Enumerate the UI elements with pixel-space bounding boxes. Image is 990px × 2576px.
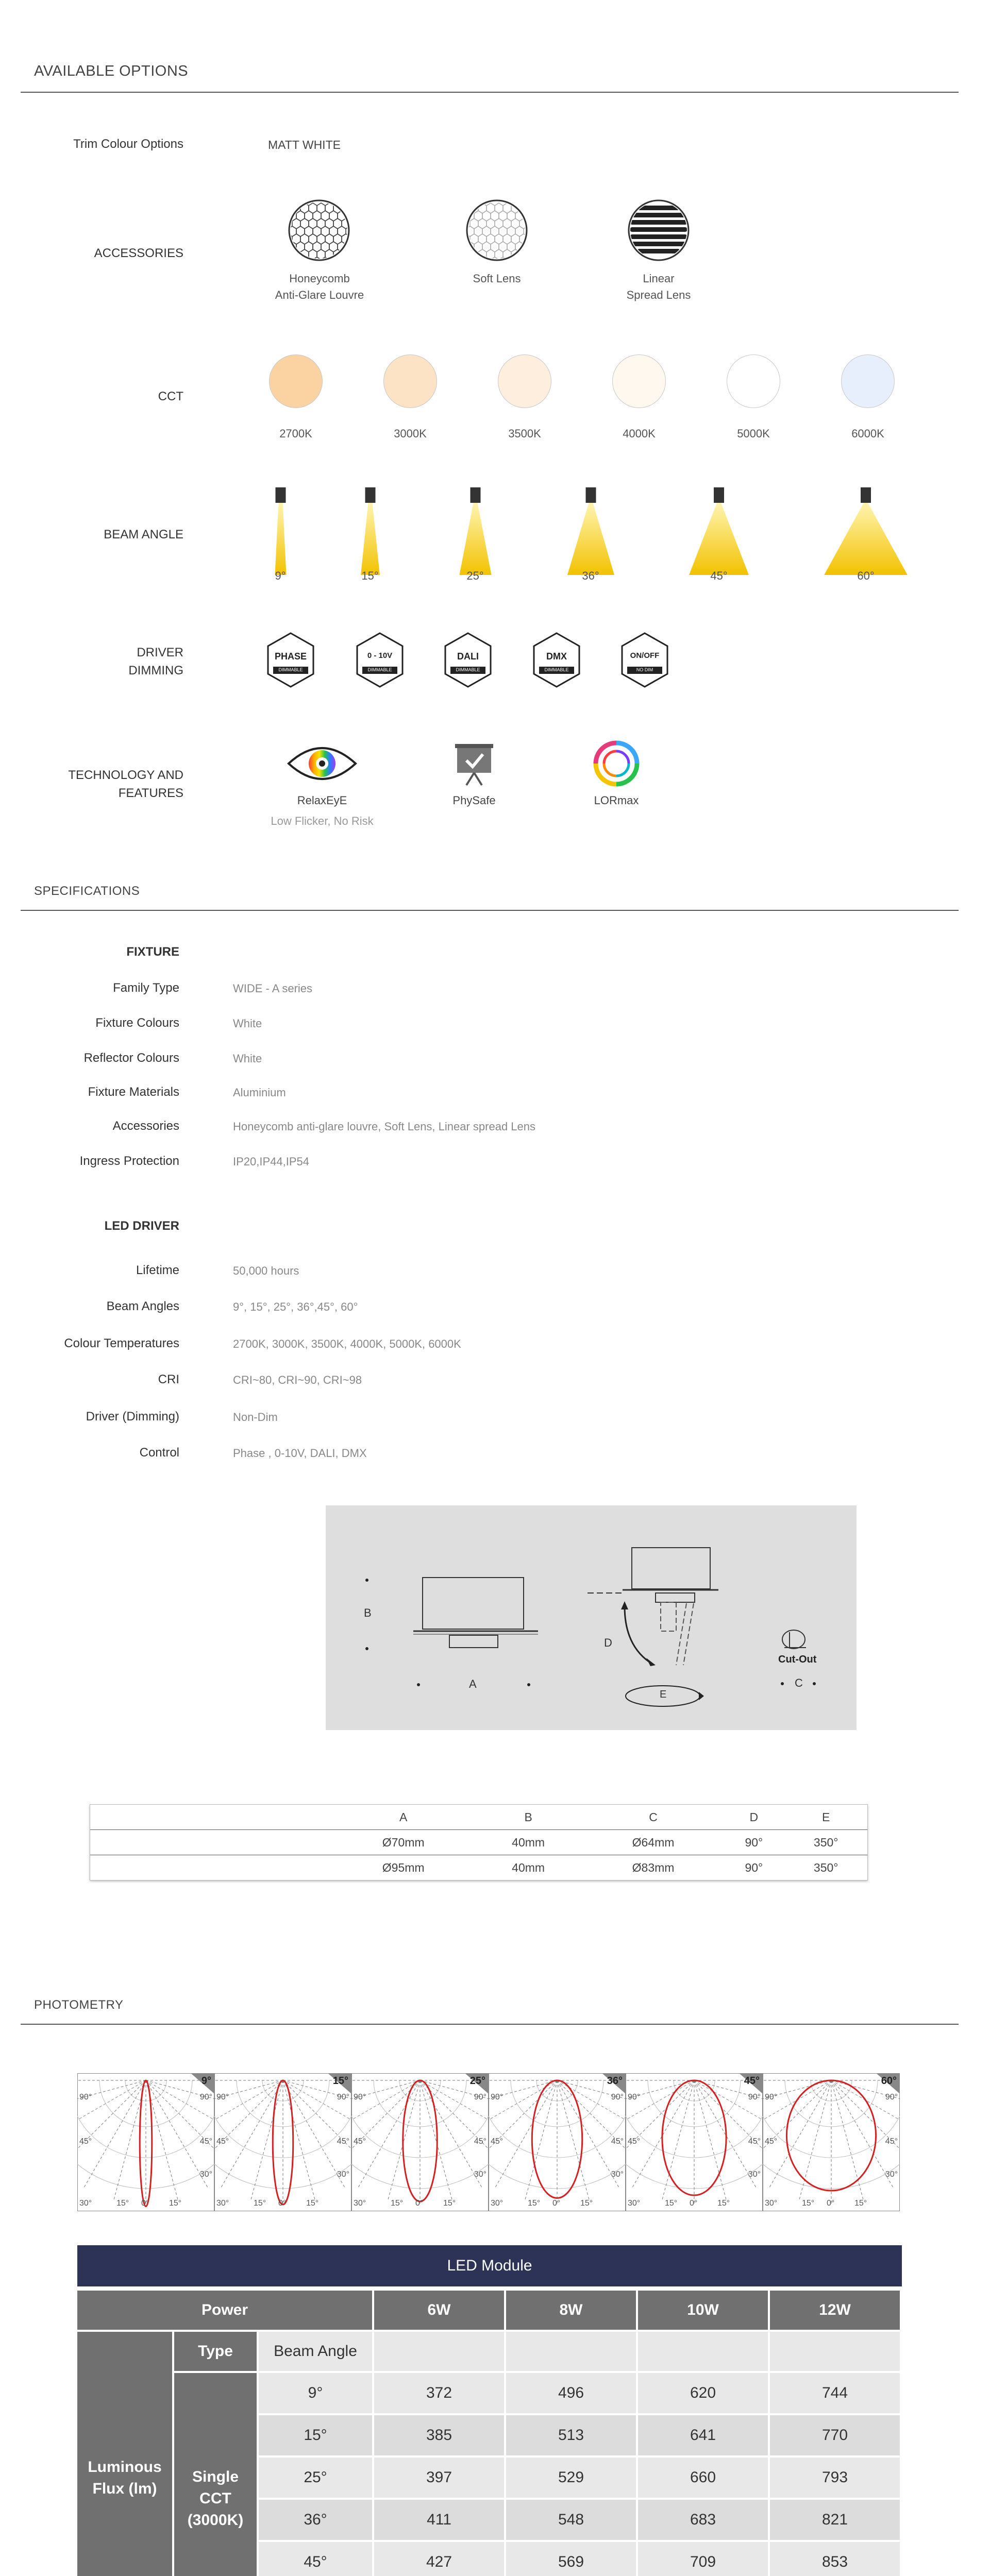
spec-label-3: Colour Temperatures [64, 1336, 179, 1350]
dims-cell: Ø64mm [583, 1830, 723, 1855]
empty-header-cell [374, 2332, 504, 2371]
polar-beam-label-3: 25° [469, 2075, 485, 2087]
driver-name-1: PHASE [274, 651, 307, 662]
lormax-name: LORmax [594, 794, 639, 807]
polar-label-15-left: 15° [802, 2199, 815, 2208]
luminous-line-2: Flux (lm) [92, 2480, 157, 2497]
beam-angle-icon-1 [273, 487, 289, 575]
polar-label-30-right: 30° [199, 2170, 212, 2179]
dims-cell: 350° [784, 1855, 867, 1880]
led-row-beam: 25° [259, 2458, 372, 2498]
single-cct-label [174, 2373, 257, 2576]
polar-label-90-left: 90° [491, 2093, 504, 2102]
beam-label-5: 45° [710, 569, 728, 582]
accessory-label-soft-lens: Soft Lens [473, 272, 521, 285]
cct-label-5000k: 5000K [737, 427, 770, 440]
dim-label-e: E [660, 1689, 667, 1700]
spec-label-3: Reflector Colours [83, 1051, 179, 1065]
polar-label-30-left: 30° [79, 2199, 92, 2208]
spec-value-2: White [233, 1017, 262, 1030]
led-driver-heading: LED DRIVER [104, 1219, 179, 1233]
polar-beam-label-2: 15° [332, 2075, 348, 2087]
led-power-6w: 6W [374, 2291, 504, 2330]
available-options-title: AVAILABLE OPTIONS [34, 63, 189, 79]
led-flux-cell: 569 [506, 2542, 636, 2576]
section-divider [21, 92, 959, 93]
driver-sub-3: DIMMABLE [456, 667, 480, 672]
polar-label-15-right: 15° [717, 2199, 730, 2208]
polar-label-90-left: 90° [628, 2093, 641, 2102]
single-cct-line-3: (3000K) [187, 2512, 244, 2529]
dims-header-c: C [649, 1810, 658, 1824]
driver-sub-5: NO DIM [636, 667, 653, 672]
polar-label-30-right: 30° [474, 2170, 486, 2179]
driver-sub-2: DIMMABLE [367, 667, 392, 672]
led-power-10w: 10W [638, 2291, 768, 2330]
led-row-beam: 45° [259, 2542, 372, 2576]
spec-label-6: Ingress Protection [79, 1154, 179, 1168]
cct-label-3500k: 3500K [508, 427, 541, 440]
accessory-label-honeycomb: Honeycomb Anti-Glare Louvre [275, 272, 364, 301]
spec-label-2: Beam Angles [106, 1299, 179, 1313]
dims-cell: 90° [723, 1830, 784, 1855]
polar-label-15-left: 15° [665, 2199, 678, 2208]
single-cct-line-1: Single [192, 2468, 239, 2485]
polar-label-30-left: 30° [628, 2199, 641, 2208]
polar-label-45-left: 45° [216, 2137, 229, 2146]
dims-cell: Ø70mm [333, 1830, 473, 1855]
trim-colour-value: MATT WHITE [268, 138, 341, 151]
polar-label-45-right: 45° [885, 2137, 898, 2146]
polar-label-90-right: 90° [885, 2093, 898, 2102]
polar-chart-5 [626, 2073, 763, 2211]
polar-label-0: 0° [415, 2199, 424, 2208]
led-flux-cell: 385 [374, 2415, 504, 2455]
trim-colour-label: Trim Colour Options [73, 137, 183, 151]
beam-label-6: 60° [857, 569, 875, 582]
table-row [90, 1830, 867, 1855]
led-flux-cell: 427 [374, 2542, 504, 2576]
led-flux-cell: 683 [638, 2500, 768, 2540]
empty-header-cell [638, 2332, 768, 2371]
led-flux-cell: 529 [506, 2458, 636, 2498]
polar-chart-3 [351, 2073, 489, 2211]
led-flux-cell: 496 [506, 2373, 636, 2413]
dims-cell: 40mm [473, 1830, 583, 1855]
spec-label-4: CRI [158, 1372, 179, 1386]
led-flux-cell: 770 [770, 2415, 900, 2455]
polar-beam-label-6: 60° [881, 2075, 897, 2087]
polar-label-45-right: 45° [611, 2137, 624, 2146]
driver-name-4: DMX [546, 651, 567, 662]
dims-cell: 90° [723, 1855, 784, 1880]
spec-value-6: IP20,IP44,IP54 [233, 1155, 309, 1168]
dim-label-a: A [469, 1677, 477, 1690]
polar-chart-2 [214, 2073, 351, 2211]
beam-angle-label: BEAM ANGLE [104, 528, 183, 541]
fixture-heading: FIXTURE [126, 945, 179, 959]
type-label: Type [174, 2332, 257, 2371]
dims-header-a: A [399, 1810, 408, 1824]
led-flux-cell: 641 [638, 2415, 768, 2455]
polar-chart-6 [763, 2073, 900, 2211]
polar-label-15-right: 15° [306, 2199, 319, 2208]
table-row [90, 1855, 867, 1880]
led-flux-cell: 793 [770, 2458, 900, 2498]
polar-label-45-right: 45° [199, 2137, 212, 2146]
polar-label-90-right: 90° [748, 2093, 761, 2102]
polar-chart-4 [489, 2073, 626, 2211]
polar-label-45-right: 45° [337, 2137, 349, 2146]
polar-beam-label-5: 45° [744, 2075, 760, 2087]
polar-chart-1 [77, 2073, 214, 2211]
beam-angle-icon-6 [822, 487, 910, 575]
polar-label-15-right: 15° [580, 2199, 593, 2208]
spec-value-2: 9°, 15°, 25°, 36°,45°, 60° [233, 1300, 358, 1313]
luminous-line-1: Luminous [88, 2459, 162, 2476]
polar-label-45-left: 45° [79, 2137, 92, 2146]
polar-label-30-left: 30° [216, 2199, 229, 2208]
section-divider [21, 2024, 959, 2025]
relaxeye-icon [283, 738, 361, 789]
polar-label-0: 0° [827, 2199, 835, 2208]
dimension-diagram [326, 1505, 857, 1730]
cct-swatch-3000k [383, 354, 437, 408]
physafe-icon [451, 741, 497, 787]
driver-dimming-label: DRIVER DIMMING [128, 646, 183, 677]
led-row-beam: 36° [259, 2500, 372, 2540]
polar-label-45-left: 45° [765, 2137, 778, 2146]
polar-label-15-left: 15° [116, 2199, 129, 2208]
cut-out-label: Cut-Out [778, 1654, 817, 1665]
led-flux-cell: 660 [638, 2458, 768, 2498]
cct-swatch-2700k [269, 354, 323, 408]
dim-label-d: D [604, 1636, 612, 1649]
cct-swatch-6000k [841, 354, 895, 408]
spec-value-5: Non-Dim [233, 1411, 278, 1423]
spec-value-1: 50,000 hours [233, 1264, 299, 1277]
single-cct-line-2: CCT [199, 2490, 231, 2507]
dim-label-c: C [795, 1676, 803, 1689]
spec-label-5: Accessories [112, 1119, 179, 1133]
led-row-beam: 15° [259, 2415, 372, 2455]
polar-label-45-left: 45° [628, 2137, 641, 2146]
led-flux-cell: 411 [374, 2500, 504, 2540]
polar-label-15-right: 15° [854, 2199, 867, 2208]
polar-label-0: 0° [141, 2199, 149, 2208]
polar-label-30-right: 30° [885, 2170, 898, 2179]
spec-label-5: Driver (Dimming) [86, 1410, 179, 1423]
led-flux-cell: 821 [770, 2500, 900, 2540]
beam-label-2: 15° [361, 569, 379, 582]
empty-header-cell [506, 2332, 636, 2371]
beam-angle-icon-5 [687, 487, 751, 575]
0-10v-dimming-icon [355, 632, 405, 688]
accessories-label: ACCESSORIES [94, 246, 183, 260]
dims-cell: 40mm [473, 1855, 583, 1880]
dims-header-d: D [749, 1810, 759, 1824]
physafe-name: PhySafe [452, 794, 496, 807]
cct-swatch-4000k [612, 354, 666, 408]
on-off-icon [620, 632, 669, 688]
luminous-flux-label [77, 2332, 172, 2576]
cct-label-2700k: 2700K [279, 427, 312, 440]
cct-swatch-5000k [727, 354, 780, 408]
polar-beam-label-1: 9° [201, 2075, 211, 2087]
cct-label: CCT [158, 389, 183, 403]
polar-label-0: 0° [278, 2199, 287, 2208]
honeycomb-icon [287, 198, 351, 262]
polar-label-30-right: 30° [748, 2170, 761, 2179]
relaxeye-sub: Low Flicker, No Risk [271, 815, 374, 827]
cct-label-3000k: 3000K [394, 427, 427, 440]
spec-label-1: Family Type [113, 981, 179, 995]
spec-value-3: White [233, 1052, 262, 1065]
led-flux-cell: 620 [638, 2373, 768, 2413]
dims-header-b: B [524, 1810, 532, 1824]
polar-label-30-left: 30° [765, 2199, 778, 2208]
beam-angle-icon-4 [565, 487, 616, 575]
dims-row-spacer [90, 1830, 333, 1855]
polar-label-45-left: 45° [354, 2137, 366, 2146]
led-flux-cell: 709 [638, 2542, 768, 2576]
polar-label-45-right: 45° [474, 2137, 486, 2146]
polar-label-90-right: 90° [199, 2093, 212, 2102]
polar-label-15-left: 15° [254, 2199, 266, 2208]
dims-cell: Ø95mm [333, 1855, 473, 1880]
polar-label-90-right: 90° [474, 2093, 486, 2102]
dims-cell: Ø83mm [583, 1855, 723, 1880]
polar-label-15-right: 15° [169, 2199, 182, 2208]
led-power-label: Power [77, 2291, 372, 2330]
led-row-beam: 9° [259, 2373, 372, 2413]
led-flux-cell: 372 [374, 2373, 504, 2413]
led-flux-cell: 744 [770, 2373, 900, 2413]
polar-label-30-right: 30° [611, 2170, 624, 2179]
spec-label-1: Lifetime [136, 1263, 179, 1277]
spec-value-4: CRI~80, CRI~90, CRI~98 [233, 1374, 362, 1386]
dim-label-b: B [364, 1606, 372, 1619]
driver-sub-4: DIMMABLE [544, 667, 569, 672]
beam-angle-header: Beam Angle [259, 2332, 372, 2371]
polar-label-0: 0° [690, 2199, 698, 2208]
led-power-12w: 12W [770, 2291, 900, 2330]
led-flux-cell: 853 [770, 2542, 900, 2576]
led-flux-cell: 548 [506, 2500, 636, 2540]
beam-label-4: 36° [582, 569, 599, 582]
spec-value-5: Honeycomb anti-glare louvre, Soft Lens, Linear spread Lens [233, 1120, 536, 1133]
polar-beam-label-4: 36° [607, 2075, 623, 2087]
polar-label-90-right: 90° [337, 2093, 349, 2102]
polar-label-30-right: 30° [337, 2170, 349, 2179]
polar-label-15-left: 15° [528, 2199, 541, 2208]
driver-name-3: DALI [457, 651, 479, 662]
polar-label-90-left: 90° [79, 2093, 92, 2102]
dims-header-spacer [90, 1805, 333, 1830]
spec-value-6: Phase , 0-10V, DALI, DMX [233, 1447, 367, 1460]
polar-label-30-left: 30° [491, 2199, 504, 2208]
dims-row-spacer [90, 1855, 333, 1880]
beam-label-3: 25° [466, 569, 484, 582]
polar-label-90-right: 90° [611, 2093, 624, 2102]
driver-name-5: ON/OFF [630, 651, 660, 660]
cct-label-6000k: 6000K [851, 427, 884, 440]
spec-value-3: 2700K, 3000K, 3500K, 4000K, 5000K, 6000K [233, 1337, 461, 1350]
specifications-title: SPECIFICATIONS [34, 884, 140, 898]
led-flux-cell: 513 [506, 2415, 636, 2455]
led-power-8w: 8W [506, 2291, 636, 2330]
polar-label-45-right: 45° [748, 2137, 761, 2146]
spec-label-4: Fixture Materials [88, 1085, 179, 1099]
polar-label-30-left: 30° [354, 2199, 366, 2208]
technology-label: TECHNOLOGY AND FEATURES [68, 768, 183, 800]
beam-label-1: 9° [275, 569, 286, 582]
linear-spread-lens-icon [627, 198, 691, 262]
led-table-title: LED Module [77, 2245, 902, 2286]
polar-label-15-right: 15° [443, 2199, 456, 2208]
led-flux-cell: 397 [374, 2458, 504, 2498]
driver-name-2: 0 - 10V [367, 651, 393, 660]
section-divider [21, 910, 959, 911]
polar-label-0: 0° [552, 2199, 561, 2208]
dims-header-e: E [822, 1810, 830, 1824]
accessory-label-linear-spread: Linear Spread Lens [626, 272, 691, 301]
empty-header-cell [770, 2332, 900, 2371]
photometry-title: PHOTOMETRY [34, 1998, 124, 2012]
beam-angle-icon-2 [359, 487, 382, 575]
soft-lens-icon [465, 198, 529, 262]
cct-swatch-3500k [498, 354, 551, 408]
beam-angle-icon-3 [457, 487, 494, 575]
relaxeye-name: RelaxEyE [297, 794, 347, 807]
spec-label-2: Fixture Colours [95, 1016, 179, 1030]
polar-label-90-left: 90° [765, 2093, 778, 2102]
dims-cell: 350° [784, 1830, 867, 1855]
polar-label-45-left: 45° [491, 2137, 504, 2146]
spec-value-1: WIDE - A series [233, 982, 313, 995]
driver-sub-1: DIMMABLE [278, 667, 303, 672]
cct-label-4000k: 4000K [623, 427, 656, 440]
polar-label-90-left: 90° [354, 2093, 366, 2102]
polar-label-90-left: 90° [216, 2093, 229, 2102]
spec-value-4: Aluminium [233, 1086, 286, 1099]
spec-label-6: Control [139, 1446, 179, 1460]
lormax-icon [591, 738, 642, 789]
polar-label-15-left: 15° [391, 2199, 404, 2208]
dimensions-table [90, 1804, 868, 1880]
